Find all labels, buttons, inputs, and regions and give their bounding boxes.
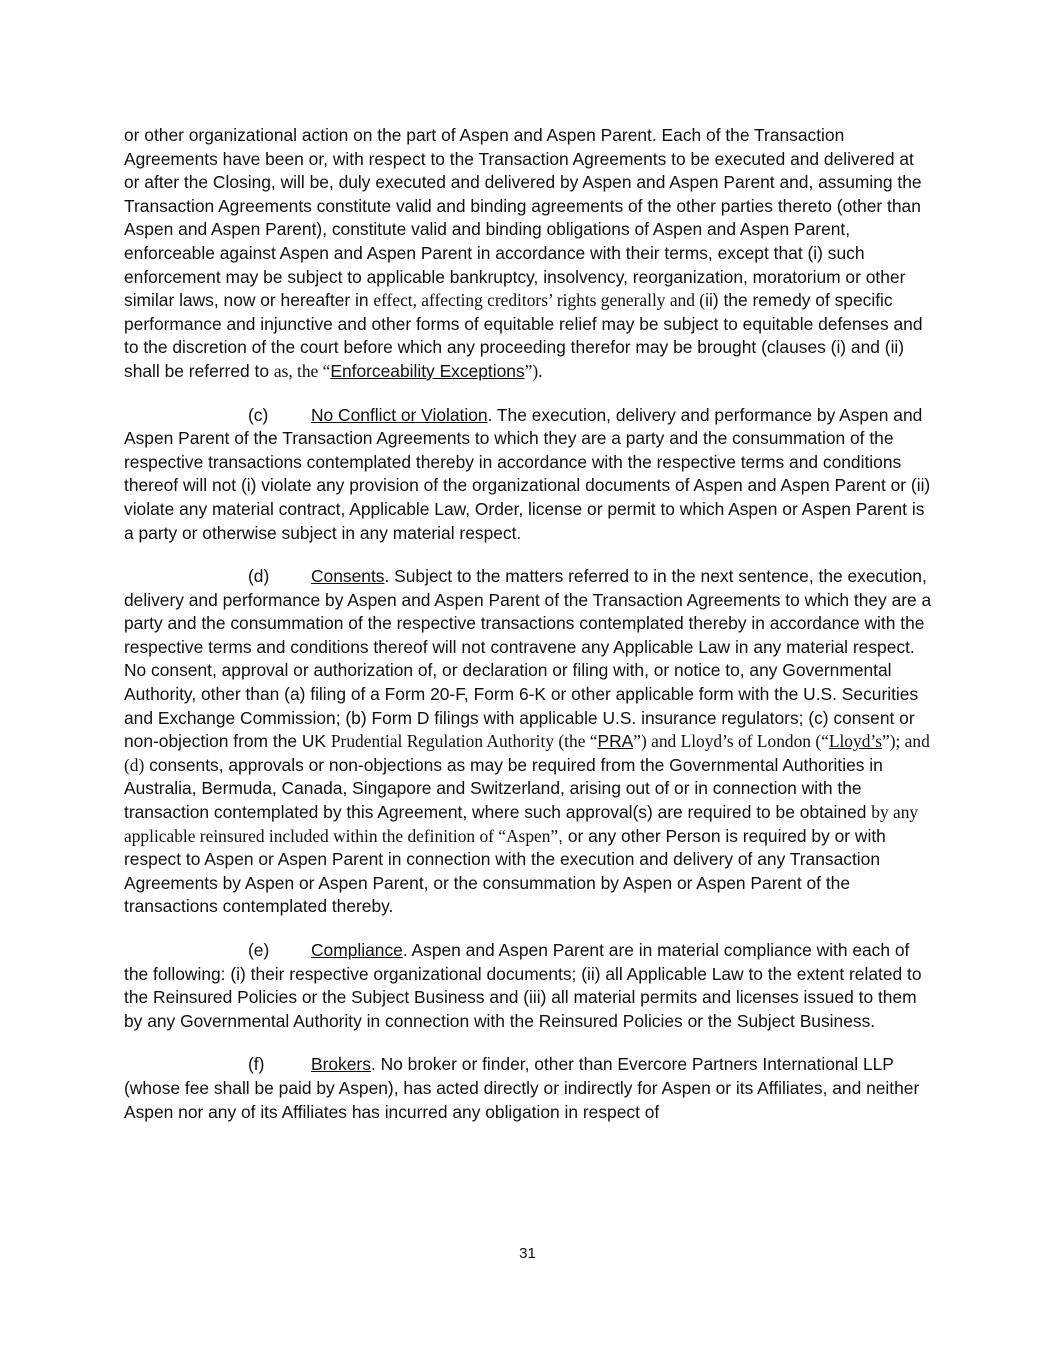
section-d-text: . Subject to the matters referred to in the next sentence, the execution, delivery and performance by Aspen and Aspen Parent of the Transaction Agreements to which they are a party and the consummation of the respective transactions contemplated thereby in accordance with the respective terms and conditions thereof will not contravene any Applicable Law in any material respect. No consent, approval or authorization of, or declaration or filing with, or notice to, any Governmental Authority, other than (a) filing of a Form 20-F, Form 6-K or other applicable form with the U.S. Securities and Exchange Commission; (b) Form D filings with applicable U.S. insurance regulators; (c) consent or non-objection from the UK bbox=[124, 566, 932, 752]
section-e-paragraph bbox=[124, 939, 932, 1033]
section-c-text: . The execution, delivery and performance by Aspen and Aspen Parent of the Transaction Agreements to which they are a party and the consummation of the respective transactions contemplated thereby in accordance with the respective terms and conditions thereof will not (i) violate any provision of the organizational documents of Aspen and Aspen Parent or (ii) violate any material contract, Applicable Law, Order, license or permit to which Aspen or Aspen Parent is a party or otherwise subject in any material respect. bbox=[124, 404, 931, 543]
lloyds-term: Lloyd’s bbox=[828, 731, 882, 752]
section-d-serif-a: Prudential Regulation Authority (the “ bbox=[330, 731, 598, 752]
section-f-label: (f) bbox=[248, 1054, 265, 1075]
intro-text-continued: ii) the remedy of specific performance and injunctive and other forms of equitable relief may be subject to equitable defenses and to the discretion of the court before which any proceeding therefor may be brought (clauses (i) and (ii) shall be referred to bbox=[124, 290, 923, 381]
section-f-heading: Brokers bbox=[311, 1054, 371, 1075]
intro-paragraph bbox=[124, 124, 932, 384]
enforceability-exceptions-term: Enforceability Exceptions bbox=[330, 360, 525, 381]
intro-text: or other organizational action on the part of Aspen and Aspen Parent. Each of the Transaction Agreements have been or, with respect to the Transaction Agreements to be executed and delivered at or after the Closing, will be, duly executed and delivered by Aspen and Aspen Parent and, assuming the Transaction Agreements constitute valid and binding agreements of the other parties thereto (other than Aspen and Aspen Parent), constitute valid and binding obligations of Aspen and Aspen Parent, enforceable against Aspen and Aspen Parent in accordance with their terms, except that (i) such enforcement may be subject to applicable bankruptcy, insolvency, reorganization, moratorium or other similar laws, now or hereafter in bbox=[124, 125, 922, 311]
section-c-heading: No Conflict or Violation bbox=[311, 404, 488, 425]
section-d-text-end: , or any other Person is required by or with respect to Aspen or Aspen Parent in connection with the execution and delivery of any Transaction Agreements by Aspen or Aspen Parent, or the consummation by Aspen or Aspen Parent of the transactions contemplated thereby. bbox=[124, 825, 886, 917]
section-e-text: . Aspen and Aspen Parent are in material compliance with each of the following: (i) their respective organizational documents; (ii) all Applicable Law to the extent related to the Reinsured Policies or the Subject Business and (iii) all material permits and licenses issued to them by any Governmental Authority in connection with the Reinsured Policies or the Subject Business. bbox=[124, 940, 922, 1031]
section-d-serif-d: by any applicable reinsured included within the definition of “Aspen” bbox=[124, 802, 919, 846]
section-d-text-continued: consents, approvals or non-objections as may be required from the Governmental Authorities in Australia, Bermuda, Canada, Singapore and Switzerland, arising out of or in connection with the transaction contemplated by this Agreement, where such approval(s) are required to be obtained bbox=[124, 754, 883, 823]
section-c-paragraph bbox=[124, 404, 932, 546]
intro-text-end: ”). bbox=[524, 360, 543, 381]
section-f-text: . No broker or finder, other than Evercore Partners International LLP (whose fee shall be paid by Aspen), has acted directly or indirectly for Aspen or its Affiliates, and neither Aspen nor any of its Affiliates has incurred any obligation in respect of bbox=[124, 1054, 920, 1122]
section-f-paragraph bbox=[124, 1053, 932, 1124]
section-d-paragraph bbox=[124, 565, 932, 919]
pra-term: PRA bbox=[597, 731, 634, 752]
intro-text-serif-2: as, the “ bbox=[273, 360, 331, 381]
section-c-label: (c) bbox=[248, 404, 269, 425]
section-e-heading: Compliance bbox=[311, 940, 403, 960]
section-d-serif-c: ”); and (d) bbox=[124, 731, 930, 775]
section-d-heading: Consents bbox=[311, 566, 385, 587]
page-number: 31 bbox=[519, 1245, 536, 1262]
section-d-serif-b: ”) and Lloyd’s of London (“ bbox=[633, 731, 829, 752]
intro-text-serif: effect, affecting creditors’ rights generally and ( bbox=[373, 290, 706, 311]
section-e-label: (e) bbox=[248, 940, 270, 960]
document-page bbox=[124, 124, 932, 1144]
section-d-label: (d) bbox=[248, 566, 270, 587]
